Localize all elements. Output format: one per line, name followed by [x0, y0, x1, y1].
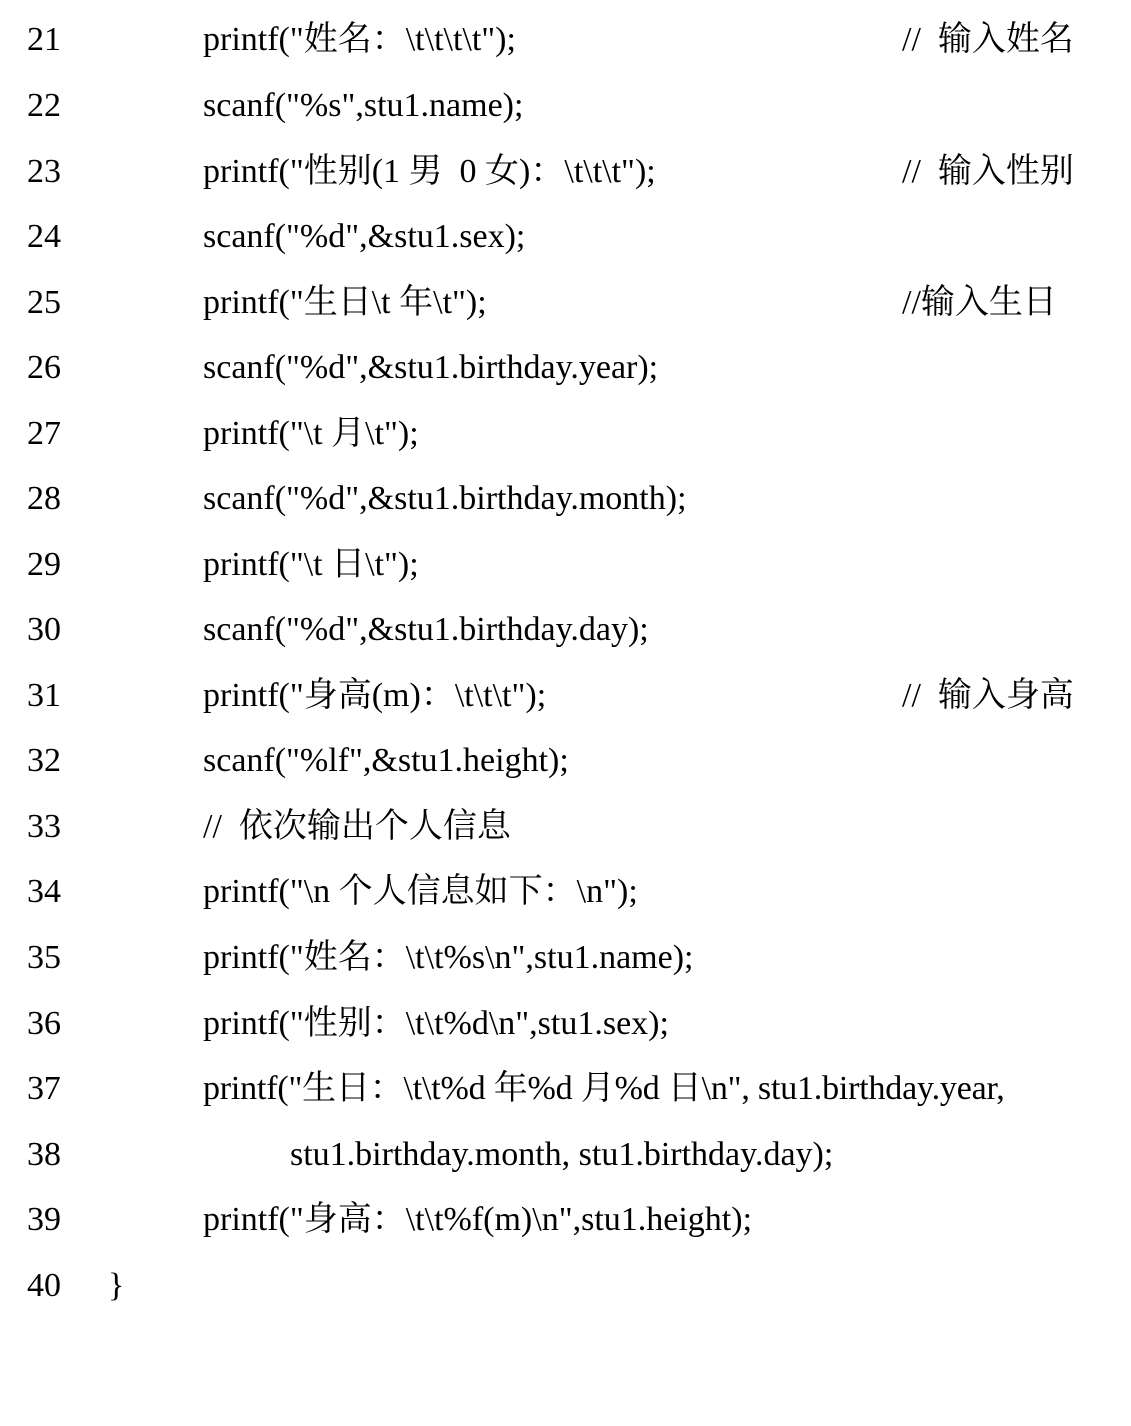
line-number: 33	[27, 808, 61, 845]
code-text: printf("身高(m)：\t\t\t");	[203, 677, 547, 714]
code-line	[0, 1069, 1131, 1109]
code-line	[0, 217, 1131, 257]
code-text: scanf("%lf",&stu1.height);	[203, 742, 569, 779]
line-number: 27	[27, 415, 61, 452]
line-number: 24	[27, 218, 61, 255]
code-line	[0, 414, 1131, 454]
code-line	[0, 1135, 1131, 1175]
code-text: printf("姓名：\t\t\t\t");	[203, 21, 516, 58]
line-number: 36	[27, 1005, 61, 1042]
code-comment: // 输入身高	[902, 677, 1074, 714]
code-text: scanf("%d",&stu1.sex);	[203, 218, 526, 255]
code-text: printf("\t 月\t");	[203, 415, 419, 452]
code-line	[0, 283, 1131, 323]
code-line	[0, 610, 1131, 650]
line-number: 25	[27, 284, 61, 321]
line-number: 32	[27, 742, 61, 779]
line-number: 29	[27, 546, 61, 583]
closing-brace: }	[108, 1267, 125, 1304]
code-text: scanf("%d",&stu1.birthday.day);	[203, 611, 649, 648]
code-comment: // 输入姓名	[902, 21, 1074, 58]
code-line	[0, 872, 1131, 912]
code-line	[0, 20, 1131, 60]
line-number: 21	[27, 21, 61, 58]
code-text: printf("姓名：\t\t%s\n",stu1.name);	[203, 939, 694, 976]
code-line	[0, 807, 1131, 847]
code-line	[0, 348, 1131, 388]
code-line	[0, 152, 1131, 192]
line-number: 35	[27, 939, 61, 976]
code-line	[0, 86, 1131, 126]
line-number: 22	[27, 87, 61, 124]
code-comment: //输入生日	[902, 284, 1057, 321]
code-text: // 依次输出个人信息	[203, 808, 511, 845]
line-number: 30	[27, 611, 61, 648]
code-text: printf("身高：\t\t%f(m)\n",stu1.height);	[203, 1201, 753, 1238]
line-number: 28	[27, 480, 61, 517]
code-text: printf("性别：\t\t%d\n",stu1.sex);	[203, 1005, 669, 1042]
code-line	[0, 676, 1131, 716]
code-line	[0, 545, 1131, 585]
code-line	[0, 741, 1131, 781]
code-line	[0, 1004, 1131, 1044]
code-text: scanf("%d",&stu1.birthday.year);	[203, 349, 659, 386]
code-text: printf("生日：\t\t%d 年%d 月%d 日\n", stu1.birthday.year,	[203, 1070, 1005, 1107]
code-line	[0, 479, 1131, 519]
line-number: 26	[27, 349, 61, 386]
code-line	[0, 1200, 1131, 1240]
line-number: 37	[27, 1070, 61, 1107]
code-comment: // 输入性别	[902, 153, 1074, 190]
line-number: 31	[27, 677, 61, 714]
code-line	[0, 938, 1131, 978]
code-text: printf("\t 日\t");	[203, 546, 419, 583]
code-text: printf("\n 个人信息如下：\n");	[203, 873, 638, 910]
code-line	[0, 1266, 1131, 1306]
line-number: 38	[27, 1136, 61, 1173]
line-number: 23	[27, 153, 61, 190]
line-number: 40	[27, 1267, 61, 1304]
code-text: scanf("%d",&stu1.birthday.month);	[203, 480, 687, 517]
code-text: scanf("%s",stu1.name);	[203, 87, 524, 124]
line-number: 34	[27, 873, 61, 910]
code-text: printf("性别(1 男 0 女)：\t\t\t");	[203, 153, 656, 190]
code-text: printf("生日\t 年\t");	[203, 284, 487, 321]
line-number: 39	[27, 1201, 61, 1238]
code-text-continuation: stu1.birthday.month, stu1.birthday.day);	[290, 1136, 834, 1173]
